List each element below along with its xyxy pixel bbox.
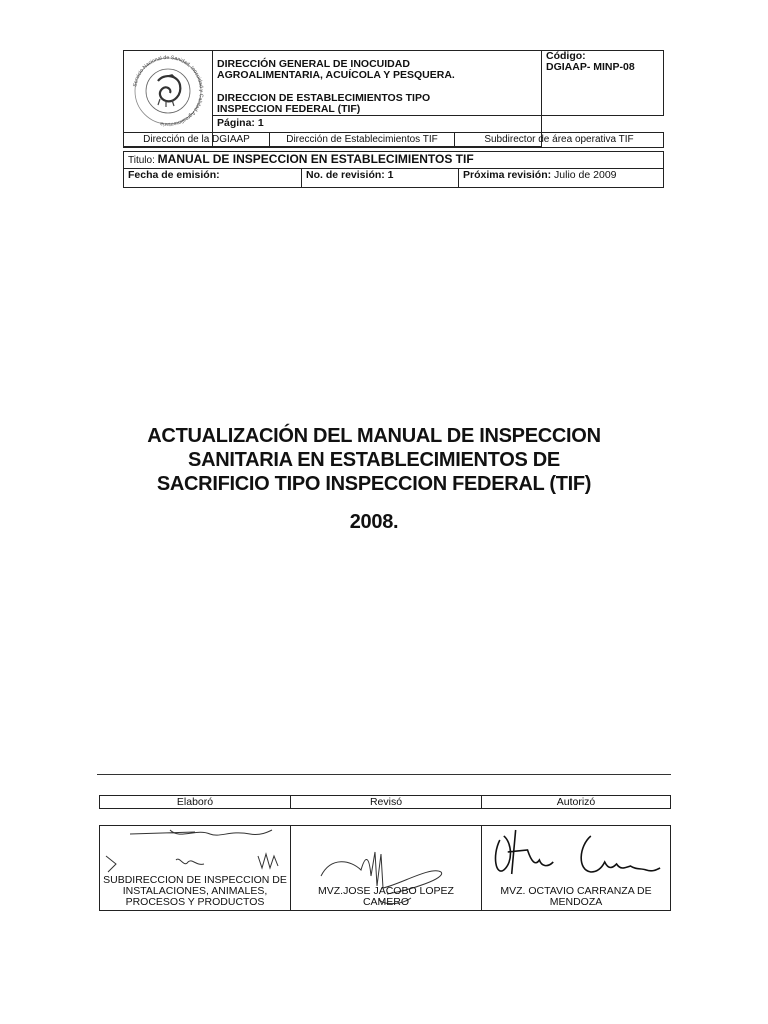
codigo-label: Código: <box>546 50 586 62</box>
document-main-title <box>84 424 664 534</box>
elaboro-cell <box>100 826 291 911</box>
proxima-revision-cell <box>459 169 664 188</box>
document-roles-table <box>123 132 664 148</box>
label-autorizo: Autorizó <box>482 796 671 809</box>
autorizo-cell <box>482 826 671 911</box>
title-line-3: SACRIFICIO TIPO INSPECCION FEDERAL (TIF) <box>156 473 592 495</box>
signature-table <box>99 795 671 911</box>
titulo-cell <box>124 152 664 169</box>
autorizo-line-1: MVZ. OCTAVIO CARRANZA DE <box>500 885 652 897</box>
titulo-label: Titulo: <box>128 155 155 166</box>
title-line-2: SANITARIA EN ESTABLECIMIENTOS DE <box>188 449 560 471</box>
codigo-value: DGIAAP- MINP-08 <box>546 61 635 73</box>
autorizo-line-2: MENDOZA <box>549 896 603 908</box>
dir-line-2: INSPECCION FEDERAL (TIF) <box>217 103 361 115</box>
elaboro-line-1: SUBDIRECCION DE INSPECCION DE <box>103 874 287 886</box>
role-dgiaap: Dirección de la DGIAAP <box>124 133 270 148</box>
label-elaboro: Elaboró <box>100 796 291 809</box>
org-line-2: AGROALIMENTARIA, ACUÍCOLA Y PESQUERA. <box>217 69 455 81</box>
elaboro-name <box>100 875 290 910</box>
proxima-value: Julio de 2009 <box>554 169 617 181</box>
dir-line-1: DIRECCION DE ESTABLECIMIENTOS TIPO <box>217 92 431 104</box>
document-title-table <box>123 151 664 188</box>
pagina-value: Página: 1 <box>217 117 264 129</box>
fecha-emision-cell: Fecha de emisión: <box>124 169 302 188</box>
reviso-name <box>291 886 481 910</box>
signature-spacer <box>100 809 671 826</box>
reviso-line-1: MVZ.JOSE JACOBO LOPEZ <box>318 885 454 897</box>
org-line-1: DIRECCIÓN GENERAL DE INOCUIDAD <box>217 58 410 70</box>
reviso-cell <box>291 826 482 911</box>
senasica-seal-icon <box>124 51 212 131</box>
label-reviso: Revisó <box>291 796 482 809</box>
signature-divider <box>97 774 671 775</box>
elaboro-line-2: INSTALACIONES, ANIMALES, <box>122 885 268 897</box>
codigo-cell <box>542 51 664 116</box>
role-subdirector: Subdirector de área operativa TIF <box>455 133 664 148</box>
organization-cell <box>213 51 542 116</box>
reviso-line-2: CAMERO <box>362 896 410 908</box>
proxima-label: Próxima revisión: <box>463 169 552 181</box>
elaboro-line-3: PROCESOS Y PRODUCTOS <box>125 896 265 908</box>
titulo-value: MANUAL DE INSPECCION EN ESTABLECIMIENTOS TIF <box>157 152 474 166</box>
title-year: 2008. <box>349 511 399 533</box>
title-line-1: ACTUALIZACIÓN DEL MANUAL DE INSPECCION <box>147 425 601 447</box>
svg-text:Servicio Nacional de Sanidad,: Servicio Nacional de Sanidad, Inocuidad y Calidad Agroalimentaria <box>132 54 205 128</box>
autorizo-name <box>482 886 670 910</box>
revision-cell: No. de revisión: 1 <box>302 169 459 188</box>
role-establecimientos: Dirección de Establecimientos TIF <box>270 133 455 148</box>
